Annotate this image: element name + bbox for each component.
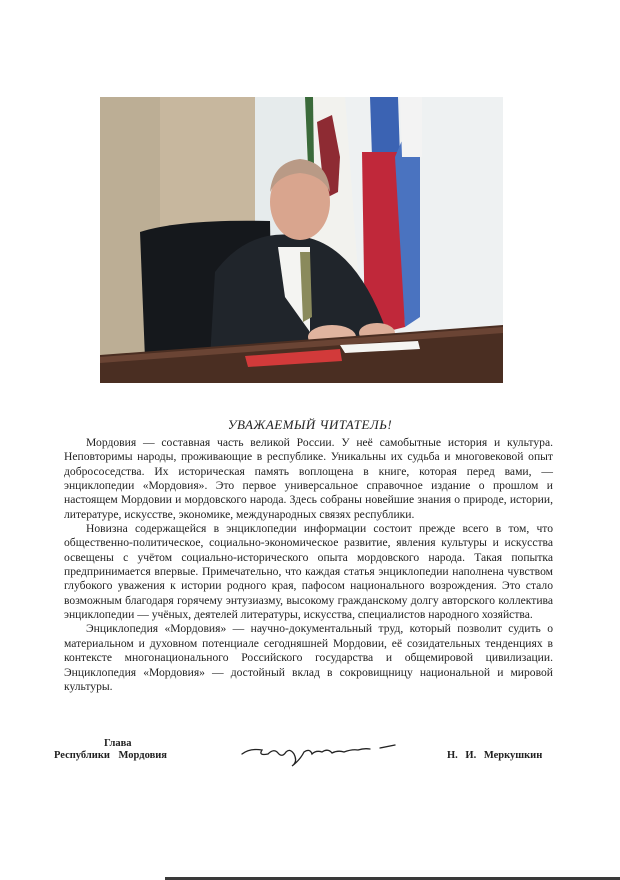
page-heading: УВАЖАЕМЫЙ ЧИТАТЕЛЬ! bbox=[227, 417, 393, 432]
handwritten-signature bbox=[240, 740, 415, 770]
paragraph: Мордовия — составная часть великой России. У неё самобытные история и культура. Неповторимы народы, проживающие в республике. Уникальны их судьба и многовековой опыт добрососедства. Их историческая память воплощена в книге, которая перед вами, — энциклопедии «Мордовия». Это первое универсальное справочное издание о прошлом и настоящем Мордовии и мордовского народа. Здесь собраны новейшие знания о природе, истории, литературе, искусстве, экономике, международных связях республики. bbox=[64, 436, 553, 521]
signatory-title-line2: Республики Мордовия bbox=[54, 750, 167, 761]
signatory-title-line1: Глава bbox=[104, 738, 132, 749]
paragraph: Новизна содержащейся в энциклопедии информации состоит прежде всего в том, что общественно-политическое, социально-экономическое развитие, явления культуры и искусства освещены с учётом социально-исторического опыта мордовского народа. Такая попытка предпринимается впервые. Примечательно, что каждая статья энциклопедии наполнена чувством глубокого уважения к истории родного края, пафосом национального возрождения. Это стало возможным благодаря горячему энтузиазму, высокому гражданскому долгу авторского коллектива энциклопедии — учёных, деятелей литературы, искусства, специалистов народного хозяйства. bbox=[64, 522, 553, 622]
signatory-title bbox=[54, 738, 167, 762]
paragraph: Энциклопедия «Мордовия» — научно-документальный труд, который позволит судить о материальном и духовном потенциале сегодняшней Мордовии, её созидательных тенденциях в контексте многонационального Российского государства и общемировой цивилизации. Энциклопедия «Мордовия» — достойный вклад в сокровищницу национальной и мировой культуры. bbox=[64, 622, 553, 693]
letter-body bbox=[64, 436, 553, 694]
signatory-name: Н. И. Меркушкин bbox=[447, 750, 543, 761]
portrait-photo bbox=[100, 97, 503, 383]
portrait-photo-image bbox=[100, 97, 503, 383]
